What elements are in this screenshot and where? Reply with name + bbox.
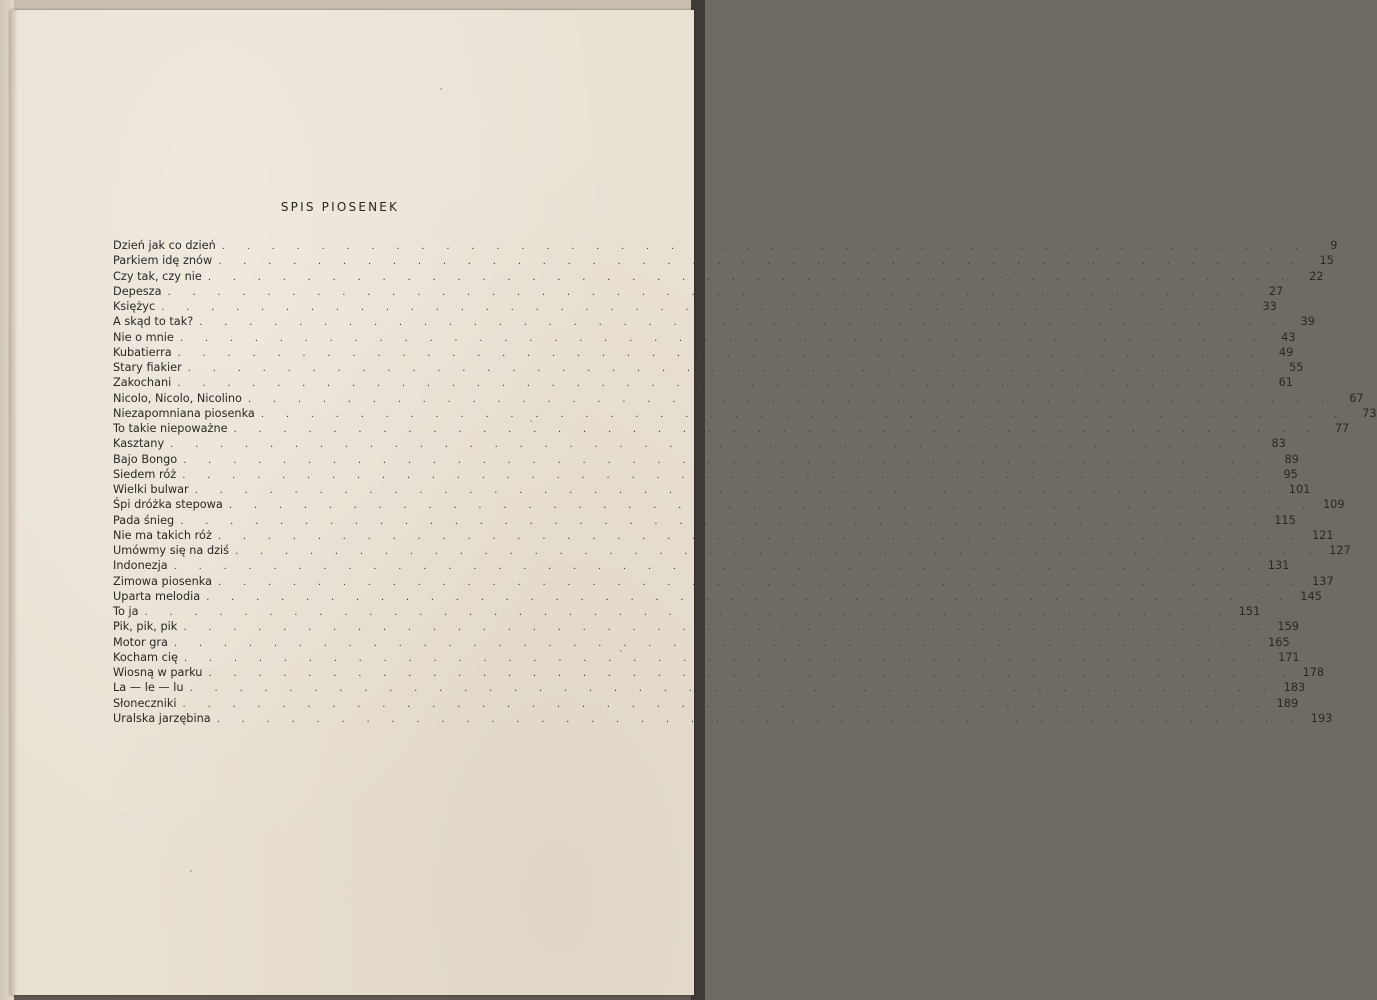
paper-speck [190, 870, 192, 872]
toc-entry [113, 314, 1315, 329]
page-number: 39 [1300, 315, 1315, 329]
toc-entry [113, 696, 1299, 711]
song-title: Kasztany [113, 437, 165, 451]
page-number: 127 [1329, 544, 1351, 557]
page-number: 49 [1278, 345, 1294, 359]
song-title: A skąd to tak? [113, 315, 194, 329]
page-number: 145 [1300, 589, 1322, 603]
toc-entry [113, 589, 1322, 604]
dot-leader: . . . . . . . . . . . . . . . . . . . . . . . . . . . . . . . . . . . . . . . . . . . . [216, 713, 1303, 725]
page-spine-shadow [10, 10, 18, 995]
page-number: 55 [1289, 361, 1304, 374]
dot-leader: . . . . . . . . . . . . . . . . . . . . . . . . . . . . . . . . . . . . . . . . . . . . [167, 286, 1254, 298]
dot-leader: . . . . . . . . . . . . . . . . . . . . . . . . . . . . . . . . . . . . . . . . . . . . [189, 683, 1276, 695]
toc-entry [113, 665, 1325, 680]
song-title: Parkiem idę znów [113, 254, 213, 268]
toc-entry [113, 680, 1306, 695]
toc-entry [113, 330, 1296, 345]
song-title: Słoneczniki [113, 696, 177, 710]
page-number: 61 [1278, 376, 1293, 390]
dot-leader: . . . . . . . . . . . . . . . . . . . . . . . . . . . . . . . . . . . . . . . . . . . . [182, 698, 1269, 710]
page-number: 159 [1277, 620, 1299, 634]
page-number: 77 [1334, 422, 1350, 435]
dot-leader: . . . . . . . . . . . . . . . . . . . . . . . . . . . . . . . . . . . . . . . . . . . . [235, 546, 1321, 557]
dot-leader: . . . . . . . . . . . . . . . . . . . . . . . . . . . . . . . . . . . . . . . . . . . . [182, 469, 1268, 481]
toc-entry [113, 467, 1298, 482]
toc-entry [113, 650, 1300, 665]
song-title: To takie niepoważne [113, 422, 228, 435]
toc-entry [113, 482, 1311, 497]
song-title: Nie o mnie [113, 330, 174, 344]
toc-entry [113, 604, 1261, 619]
dot-leader: . . . . . . . . . . . . . . . . . . . . . . . . . . . . . . . . . . . . . . . . . . . . [218, 576, 1304, 588]
page-number: 73 [1362, 406, 1377, 420]
dot-leader: . . . . . . . . . . . . . . . . . . . . . . . . . . . . . . . . . . . . . . . . . . . . [260, 408, 1347, 420]
book-page [10, 10, 1377, 995]
page-number: 95 [1283, 467, 1298, 481]
song-title: To ja [113, 605, 139, 618]
toc-entry [113, 543, 1351, 558]
toc-entry [113, 269, 1324, 284]
dot-leader: . . . . . . . . . . . . . . . . . . . . . . . . . . . . . . . . . . . . . . . . . . . . [247, 393, 1334, 405]
toc-entry [113, 375, 1293, 390]
toc-entry [113, 574, 1334, 589]
song-title: Motor gra [113, 635, 168, 649]
song-title: Czy tak, czy nie [113, 269, 202, 283]
toc-entry [113, 299, 1277, 314]
dot-leader: . . . . . . . . . . . . . . . . . . . . . . . . . . . . . . . . . . . . . . . . . . . . [187, 363, 1274, 374]
page-number: 101 [1288, 483, 1311, 496]
page-number: 109 [1322, 498, 1345, 512]
toc-entry [113, 345, 1294, 360]
toc-entry [113, 619, 1299, 634]
page-number: 178 [1302, 666, 1325, 679]
dot-leader: . . . . . . . . . . . . . . . . . . . . . . . . . . . . . . . . . . . . . . . . . . . . [161, 302, 1247, 313]
dot-leader: . . . . . . . . . . . . . . . . . . . . . . . . . . . . . . . . . . . . . . . . . . . . [217, 530, 1304, 542]
toc-entry [113, 436, 1286, 451]
dot-leader: . . . . . . . . . . . . . . . . . . . . . . . . . . . . . . . . . . . . . . . . . . . . [177, 378, 1263, 390]
dot-leader: . . . . . . . . . . . . . . . . . . . . . . . . . . . . . . . . . . . . . . . . . . . . [194, 485, 1281, 496]
song-title: Uparta melodia [113, 589, 201, 603]
paper-speck [440, 88, 442, 90]
song-title: Księżyc [113, 300, 156, 313]
song-title: Nie ma takich róż [113, 528, 212, 542]
song-title: Niezapomniana piosenka [113, 406, 255, 420]
song-title: Depesza [113, 284, 162, 298]
page-number: 165 [1268, 635, 1290, 649]
song-title: Zimowa piosenka [113, 574, 213, 588]
toc-entry [113, 558, 1290, 573]
page-number: 9 [1330, 239, 1338, 252]
page-number: 183 [1283, 681, 1306, 695]
paper-speck [530, 420, 532, 422]
toc-entry [113, 421, 1350, 436]
dot-leader: . . . . . . . . . . . . . . . . . . . . . . . . . . . . . . . . . . . . . . . . . . . . [177, 347, 1264, 359]
page-number: 27 [1268, 284, 1284, 298]
dot-leader: . . . . . . . . . . . . . . . . . . . . . . . . . . . . . . . . . . . . . . . . . . . . [208, 668, 1295, 679]
dot-leader: . . . . . . . . . . . . . . . . . . . . . . . . . . . . . . . . . . . . . . . . . . . . [218, 256, 1304, 268]
page-number: 131 [1267, 559, 1290, 573]
toc-entry [113, 406, 1377, 421]
toc-entry [113, 391, 1364, 406]
dot-leader: . . . . . . . . . . . . . . . . . . . . . . . . . . . . . . . . . . . . . . . . . . . . [233, 424, 1320, 435]
toc-entry [113, 360, 1304, 375]
dot-leader: . . . . . . . . . . . . . . . . . . . . . . . . . . . . . . . . . . . . . . . . . . . . [179, 332, 1266, 344]
dot-leader: . . . . . . . . . . . . . . . . . . . . . . . . . . . . . . . . . . . . . . . . . . . . [173, 561, 1260, 573]
dot-leader: . . . . . . . . . . . . . . . . . . . . . . . . . . . . . . . . . . . . . . . . . . . . [206, 591, 1292, 603]
page-number: 33 [1262, 300, 1277, 313]
toc-entry [113, 513, 1296, 528]
page-number: 83 [1271, 437, 1286, 451]
toc-entry [113, 635, 1290, 650]
page-number: 67 [1349, 391, 1364, 405]
song-title: Kubatierra [113, 345, 172, 359]
toc-entry [113, 711, 1333, 726]
song-title: Wielki bulwar [113, 483, 189, 496]
song-title: Stary fiakier [113, 361, 182, 374]
dot-leader: . . . . . . . . . . . . . . . . . . . . . . . . . . . . . . . . . . . . . . . . . . . . [180, 515, 1266, 527]
toc-entry [113, 528, 1334, 543]
table-of-contents [113, 238, 1377, 726]
toc-entry [113, 238, 1338, 253]
page-number: 89 [1284, 452, 1299, 466]
page-number: 22 [1309, 269, 1324, 283]
song-title: Zakochani [113, 376, 172, 390]
dot-leader: . . . . . . . . . . . . . . . . . . . . . . . . . . . . . . . . . . . . . . . . . . . . [207, 271, 1294, 283]
song-title: Pada śnieg [113, 513, 175, 527]
page-number: 43 [1281, 330, 1296, 344]
song-title: Dzień jak co dzień [113, 239, 216, 252]
page-number: 193 [1310, 711, 1333, 725]
song-title: Bajo Bongo [113, 452, 178, 466]
song-title: Pik, pik, pik [113, 620, 178, 634]
toc-entry [113, 497, 1345, 512]
song-title: Wiosną w parku [113, 666, 203, 679]
toc-entry [113, 452, 1299, 467]
dot-leader: . . . . . . . . . . . . . . . . . . . . . . . . . . . . . . . . . . . . . . . . . . . . [183, 454, 1269, 466]
song-title: Siedem róż [113, 467, 177, 481]
dot-leader: . . . . . . . . . . . . . . . . . . . . . . . . . . . . . . . . . . . . . . . . . . . . [173, 637, 1260, 649]
song-title: La — le — lu [113, 681, 184, 695]
dot-leader: . . . . . . . . . . . . . . . . . . . . . . . . . . . . . . . . . . . . . . . . . . . . [144, 607, 1231, 618]
paper-speck [620, 650, 622, 652]
song-title: Uralska jarzębina [113, 711, 211, 725]
page-number: 115 [1274, 513, 1296, 527]
dot-leader: . . . . . . . . . . . . . . . . . . . . . . . . . . . . . . . . . . . . . . . . . . . . [199, 317, 1285, 329]
song-title: Śpi dróżka stepowa [113, 498, 223, 512]
toc-entry [113, 253, 1334, 268]
dot-leader: . . . . . . . . . . . . . . . . . . . . . . . . . . . . . . . . . . . . . . . . . . . . [183, 652, 1270, 664]
page-number: 171 [1278, 650, 1300, 664]
song-title: Nicolo, Nicolo, Nicolino [113, 391, 242, 405]
page-number: 189 [1276, 696, 1299, 710]
song-title: Kocham cię [113, 650, 178, 664]
dot-leader: . . . . . . . . . . . . . . . . . . . . . . . . . . . . . . . . . . . . . . . . . . . . [221, 241, 1308, 252]
song-title: Umówmy się na dziś [113, 544, 230, 557]
page-title: SPIS PIOSENEK [280, 200, 400, 214]
page-number: 137 [1312, 574, 1334, 588]
page-number: 151 [1238, 605, 1261, 618]
dot-leader: . . . . . . . . . . . . . . . . . . . . . . . . . . . . . . . . . . . . . . . . . . . . [228, 500, 1315, 512]
toc-entry [113, 284, 1284, 299]
dot-leader: . . . . . . . . . . . . . . . . . . . . . . . . . . . . . . . . . . . . . . . . . . . . [183, 622, 1269, 634]
dot-leader: . . . . . . . . . . . . . . . . . . . . . . . . . . . . . . . . . . . . . . . . . . . . [170, 439, 1256, 451]
page-number: 121 [1311, 528, 1334, 542]
song-title: Indonezja [113, 559, 168, 573]
page-number: 15 [1319, 254, 1334, 268]
